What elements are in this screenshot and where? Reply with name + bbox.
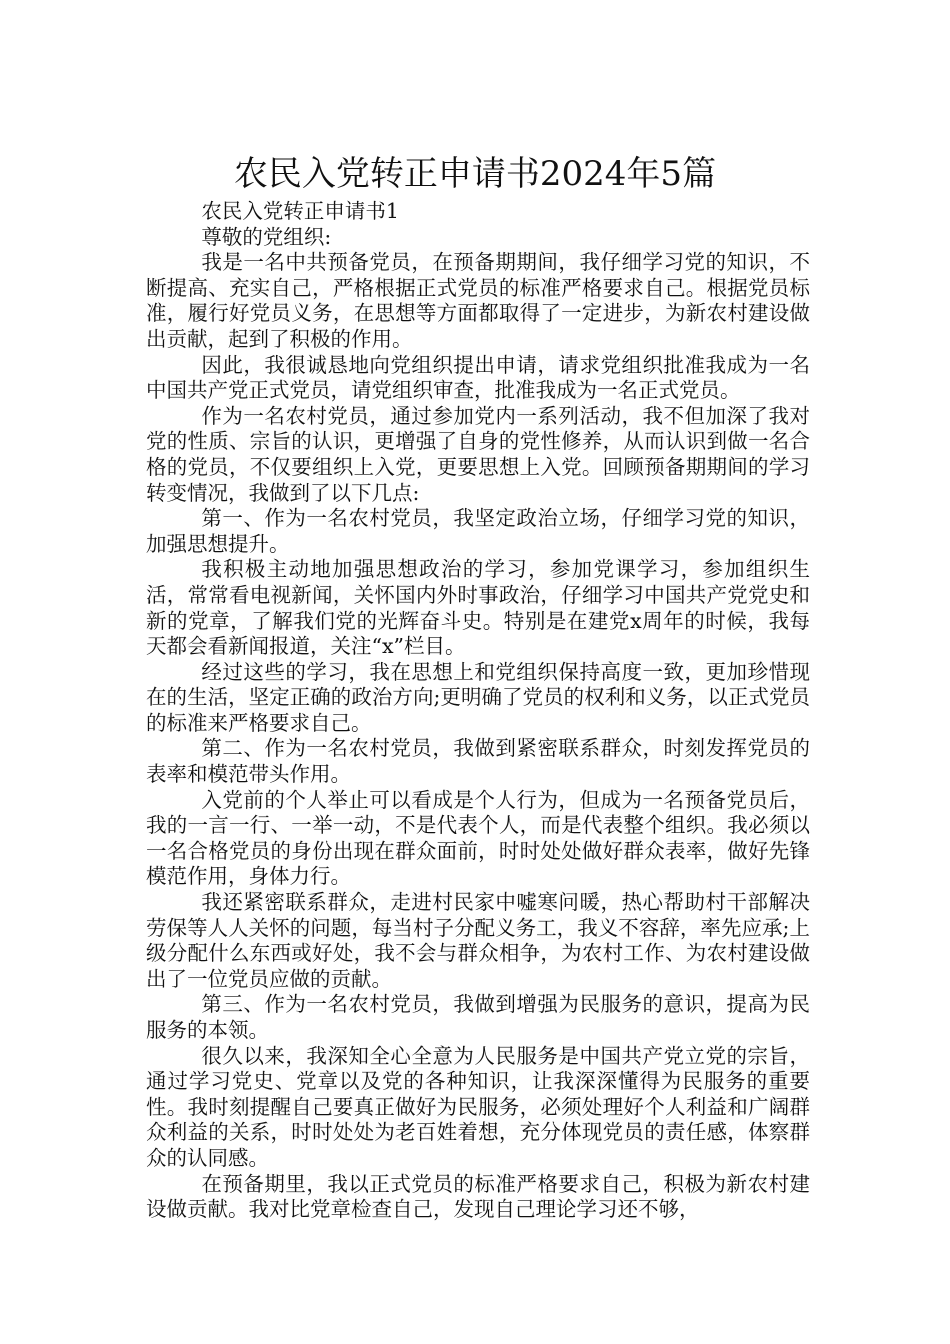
paragraph: 入党前的个人举止可以看成是个人行为，但成为一名预备党员后，我的一言一行、一举一动，不是代表个人，而是代表整个组织。我必须以一名合格党员的身份出现在群众面前，时时处处做好群众表率，做好先锋模范作用，身体力行。 <box>146 787 810 889</box>
document-body <box>146 199 810 1223</box>
paragraph: 第一、作为一名农村党员，我坚定政治立场，仔细学习党的知识，加强思想提升。 <box>146 506 810 556</box>
paragraph: 我是一名中共预备党员，在预备期期间，我仔细学习党的知识，不断提高、充实自己，严格根据正式党员的标准严格要求自己。根据党员标准，履行好党员义务，在思想等方面都取得了一定进步，为新农村建设做出贡献，起到了积极的作用。 <box>146 250 810 351</box>
paragraph: 经过这些的学习，我在思想上和党组织保持高度一致，更加珍惜现在的生活，坚定正确的政治方向;更明确了党员的权利和义务，以正式党员的标准来严格要求自己。 <box>146 659 810 735</box>
paragraph: 作为一名农村党员，通过参加党内一系列活动，我不但加深了我对党的性质、宗旨的认识，更增强了自身的党性修养，从而认识到做一名合格的党员，不仅要组织上入党，更要思想上入党。回顾预备期期间的学习转变情况，我做到了以下几点: <box>146 403 810 505</box>
salutation: 尊敬的党组织: <box>201 224 332 249</box>
section-heading: 农民入党转正申请书1 <box>201 199 399 223</box>
paragraph: 在预备期里，我以正式党员的标准严格要求自己，积极为新农村建设做贡献。我对比党章检查自己，发现自己理论学习还不够， <box>146 1171 810 1222</box>
paragraph: 我还紧密联系群众，走进村民家中嘘寒问暖，热心帮助村干部解决劳保等人人关怀的问题，每当村子分配义务工，我义不容辞，率先应承;上级分配什么东西或好处，我不会与群众相争，为农村工作、为农村建设做出了一位党员应做的贡献。 <box>146 890 810 991</box>
paragraph: 我积极主动地加强思想政治的学习，参加党课学习，参加组织生活，常常看电视新闻，关怀国内外时事政治，仔细学习中国共产党党史和新的党章，了解我们党的光辉奋斗史。特别是在建党x周年的时候，我每天都会看新闻报道，关注“x”栏目。 <box>146 557 810 659</box>
paragraph: 第三、作为一名农村党员，我做到增强为民服务的意识，提高为民服务的本领。 <box>146 992 810 1042</box>
document-title: 农民入党转正申请书2024年5篇 <box>233 153 717 194</box>
paragraph: 因此，我很诚恳地向党组织提出申请，请求党组织批准我成为一名中国共产党正式党员，请党组织审查，批准我成为一名正式党员。 <box>146 352 810 403</box>
paragraph: 第二、作为一名农村党员，我做到紧密联系群众，时刻发挥党员的表率和模范带头作用。 <box>146 736 810 787</box>
paragraph: 很久以来，我深知全心全意为人民服务是中国共产党立党的宗旨，通过学习党史、党章以及党的各种知识，让我深深懂得为民服务的重要性。我时刻提醒自己要真正做好为民服务，必须处理好个人利益和广阔群众利益的关系，时时处处为老百姓着想，充分体现党员的责任感，体察群众的认同感。 <box>146 1043 810 1170</box>
